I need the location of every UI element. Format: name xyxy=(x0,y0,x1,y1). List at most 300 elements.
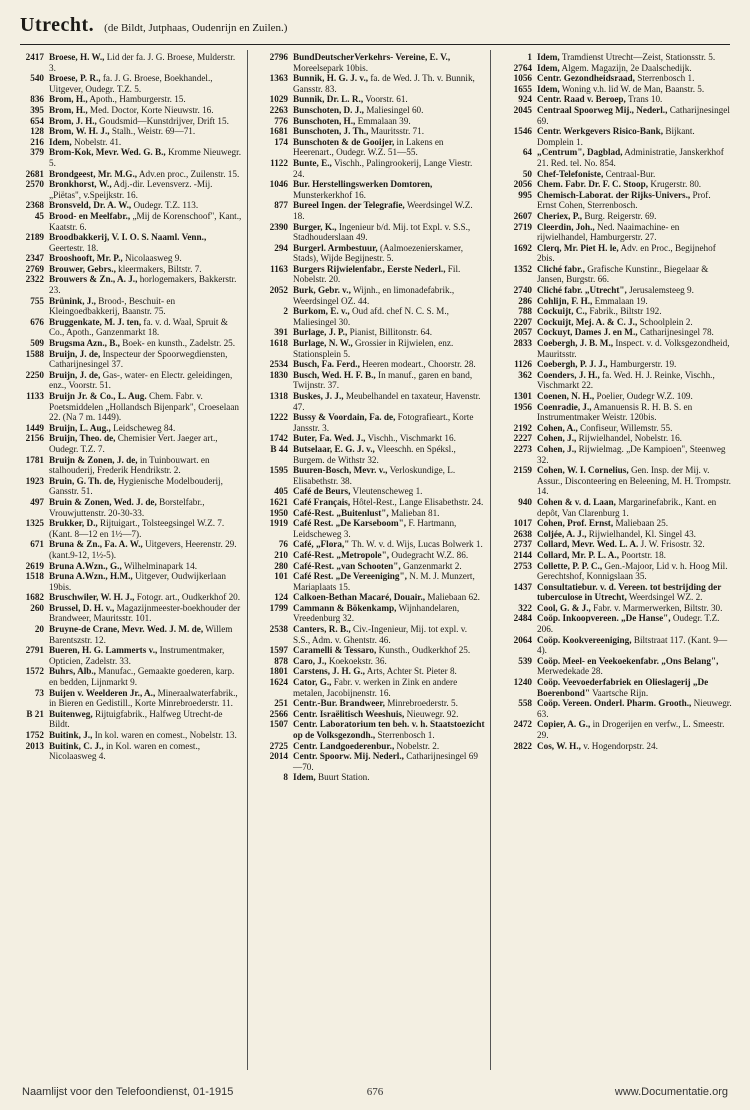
directory-entry xyxy=(250,486,486,497)
phone-number: 2045 xyxy=(513,104,532,115)
subscriber-details: Inspecteur der Spoorwegdiensten, Catharijnesingel 37. xyxy=(49,348,228,370)
phone-number: 788 xyxy=(518,306,532,317)
phone-number: 877 xyxy=(274,200,288,211)
entry-text xyxy=(49,73,242,94)
entry-text xyxy=(293,433,486,444)
subscriber-name: Calkoen-Bethan Macaré, Douair., xyxy=(293,592,426,603)
directory-entry xyxy=(250,561,486,572)
phone-number: 2250 xyxy=(25,369,44,380)
phone-number: 2189 xyxy=(25,232,44,243)
phone-number: 2417 xyxy=(25,52,44,62)
subscriber-name: Idem, xyxy=(49,136,72,147)
subscriber-details: Emmalaan 19. xyxy=(592,295,648,306)
directory-entry xyxy=(6,539,242,560)
subscriber-details: Uitgevers, Heerenstr. 29. (kant.9-12, 1½-5). xyxy=(49,539,237,560)
directory-entry xyxy=(494,105,732,126)
directory-entry xyxy=(494,444,732,465)
directory-entry xyxy=(6,741,242,762)
entry-text xyxy=(293,571,486,592)
entry-text xyxy=(293,179,486,200)
subscriber-name: Café Rest. „De Karseboom", xyxy=(293,518,407,529)
directory-entry xyxy=(494,211,732,222)
subscriber-details: Hôtel-Rest., Lange Elisabethstr. 24. xyxy=(350,496,484,507)
directory-entry xyxy=(494,635,732,656)
subscriber-details: Tramdienst Utrecht—Zeist, Stationsstr. 5. xyxy=(559,52,716,62)
subscriber-name: Broese, P. R., xyxy=(49,73,101,84)
directory-entry xyxy=(494,63,732,74)
entry-text xyxy=(293,222,486,243)
entry-text xyxy=(293,105,486,116)
subscriber-name: Cockuijt, C., xyxy=(537,306,588,317)
subscriber-name: Brussel, D. H. v., xyxy=(49,602,115,613)
entry-text xyxy=(537,306,732,317)
directory-entry xyxy=(250,645,486,656)
phone-number: 1163 xyxy=(270,263,288,274)
subscriber-name: Cockuijt, Mej. A. & C. J., xyxy=(537,316,638,327)
entry-text xyxy=(49,709,242,730)
subscriber-name: Idem, xyxy=(537,83,560,94)
entry-text xyxy=(49,730,242,741)
subscriber-details: Oudegracht W.Z. 86. xyxy=(389,549,469,560)
subscriber-details: Boek- en kunsth., Zadelstr. 25. xyxy=(119,338,236,349)
entry-text xyxy=(293,338,486,359)
directory-entry xyxy=(6,338,242,349)
directory-entry xyxy=(250,666,486,677)
footer-website: www.Documentatie.org xyxy=(614,1086,728,1098)
directory-column-2 xyxy=(250,52,486,1062)
phone-number: 216 xyxy=(30,136,44,147)
phone-number: 2347 xyxy=(25,253,44,264)
entry-text xyxy=(293,116,486,127)
entry-text xyxy=(49,169,242,180)
subscriber-name: Brom-Kok, Mevr. Wed. G. B., xyxy=(49,147,166,158)
subscriber-details: Oudegr. T.Z. 206. xyxy=(537,613,720,635)
subscriber-name: Burger, K., xyxy=(293,221,337,232)
subscriber-name: Bueren, H. G. Lammerts v., xyxy=(49,645,158,656)
directory-entry xyxy=(494,285,732,296)
entry-text xyxy=(49,317,242,338)
subscriber-details: Adv. en Proc., Begijnehof 2bis. xyxy=(537,242,716,264)
page-footer xyxy=(0,1086,750,1102)
phone-number: 2822 xyxy=(513,740,532,751)
subscriber-details: Inspect. v. d. Volksgezondheid, Mauritsstr. xyxy=(537,338,730,359)
subscriber-details: Nieuwegr. 63. xyxy=(537,698,732,719)
subscriber-name: Brooshooft, Mr. P., xyxy=(49,253,123,264)
subscriber-name: Centr. Raad v. Beroep, xyxy=(537,94,626,105)
directory-entry xyxy=(494,243,732,264)
phone-number: 2725 xyxy=(269,740,288,751)
subscriber-details: Confiseur, Willemstr. 55. xyxy=(577,422,673,433)
phone-number: 1572 xyxy=(25,666,44,677)
directory-entry xyxy=(6,73,242,94)
entry-text xyxy=(49,200,242,211)
directory-entry xyxy=(494,338,732,359)
subscriber-name: Coöp. Inkoopvereen. „De Hanse", xyxy=(537,613,671,624)
directory-entry xyxy=(494,94,732,105)
entry-text xyxy=(293,719,486,740)
entry-text xyxy=(49,592,242,603)
subscriber-details: Ganzenmarkt 2. xyxy=(400,560,462,571)
phone-number: 2570 xyxy=(25,179,44,190)
subscriber-details: Lid der fa. J. G. Broese, Mulderstr. 3. xyxy=(49,52,236,73)
subscriber-name: Café-Rest. „Metropole", xyxy=(293,549,390,560)
subscriber-name: Bunnik, Dr. L. R., xyxy=(293,94,364,105)
phone-number: 1352 xyxy=(513,263,532,274)
entry-text xyxy=(49,518,242,539)
subscriber-details: in Kol. waren en comest., Nicolaasweg 4. xyxy=(49,740,201,762)
phone-number: 391 xyxy=(274,327,288,338)
directory-entry xyxy=(494,359,732,370)
phone-number: 128 xyxy=(30,126,44,137)
subscriber-details: v. Hogendorpstr. 24. xyxy=(580,740,658,751)
phone-number: 924 xyxy=(518,94,532,105)
entry-text xyxy=(49,370,242,391)
subscriber-name: Cohen, J., xyxy=(537,443,577,454)
subscriber-details: Grafische Kunstinr., Biegelaar & Jansen, Burgstr. 66. xyxy=(537,263,709,285)
subscriber-name: Centr.-Bur. Brandweer, xyxy=(293,698,385,709)
entry-text xyxy=(293,656,486,667)
phone-number: 1950 xyxy=(269,507,288,518)
subscriber-name: Cator, G., xyxy=(293,677,332,688)
directory-entry xyxy=(6,666,242,687)
phone-number: 251 xyxy=(274,698,288,709)
phone-number: 1056 xyxy=(513,73,532,84)
entry-text xyxy=(293,550,486,561)
subscriber-name: Bunschoten & de Gooijer, xyxy=(293,136,395,147)
phone-number: 2064 xyxy=(513,634,532,645)
directory-entry xyxy=(250,126,486,137)
subscriber-details: Biltstraat 117. (Kant. 9—4). xyxy=(537,634,728,656)
subscriber-details: Gen.-Majoor, Lid v. h. Hoog Mil. Gerechtshof, Konnigslaan 35. xyxy=(537,560,728,582)
subscriber-details: Heeren modeart., Choorstr. 28. xyxy=(359,359,476,370)
subscriber-name: Cohen, W. I. Cornelius, xyxy=(537,465,629,476)
phone-number: 755 xyxy=(30,295,44,306)
phone-number: 50 xyxy=(522,168,532,179)
phone-number: 2753 xyxy=(513,560,532,571)
entry-text xyxy=(49,126,242,137)
phone-number: 1655 xyxy=(513,83,532,94)
subscriber-details: Rijwielmag. „De Kampioen", Steenweg 32. xyxy=(537,443,726,465)
phone-number: 836 xyxy=(30,94,44,105)
entry-text xyxy=(293,370,486,391)
phone-number: 1518 xyxy=(25,571,44,582)
subscriber-details: Borstelfabr., Vrouwjuttenstr. 20-30-33. xyxy=(49,496,205,518)
subscriber-details: Administratie, Janskerkhof 21. Red. tel. No. 854. xyxy=(537,147,724,168)
phone-number: 1681 xyxy=(269,126,288,137)
directory-entry xyxy=(6,179,242,200)
subscriber-details: Apoth., Hamburgerstr. 15. xyxy=(87,94,186,105)
subscriber-details: Nobelstr. 2. xyxy=(394,740,440,751)
phone-number: 2607 xyxy=(513,210,532,221)
phone-number: 2534 xyxy=(269,359,288,370)
directory-entry xyxy=(250,52,486,73)
column-divider xyxy=(490,50,491,1070)
entry-text xyxy=(537,497,732,518)
entry-text xyxy=(537,296,732,307)
directory-entry xyxy=(6,603,242,624)
entry-text xyxy=(293,137,486,158)
phone-number: 1621 xyxy=(269,496,288,507)
subscriber-details: Uitgever, Oudwijkerlaan 19bis. xyxy=(49,571,226,592)
subscriber-details: Buurt Station. xyxy=(315,772,370,783)
subscriber-name: Caro, J., xyxy=(293,655,327,666)
entry-text xyxy=(537,391,732,402)
entry-text xyxy=(49,147,242,168)
subscriber-name: Cohen, Prof. Ernst, xyxy=(537,518,614,529)
entry-text xyxy=(537,317,732,328)
entry-text xyxy=(537,264,732,285)
phone-number: 2566 xyxy=(269,708,288,719)
phone-number: 1122 xyxy=(270,157,288,168)
phone-number: 286 xyxy=(518,295,532,306)
entry-text xyxy=(537,444,732,465)
directory-entry xyxy=(250,243,486,264)
phone-number: 20 xyxy=(34,624,44,635)
subscriber-details: Nieuwegr. 92. xyxy=(404,708,459,719)
entry-text xyxy=(293,561,486,572)
subscriber-name: Coenradie, J., xyxy=(537,401,592,412)
subscriber-details: Weerdsingel W.Z. 18. xyxy=(293,200,473,221)
subscriber-name: Buitink, J., xyxy=(49,730,93,740)
subscriber-name: Burgers Rijwielenfabr., Eerste Nederl., xyxy=(293,263,446,274)
entry-text xyxy=(293,624,486,645)
phone-number: 2833 xyxy=(513,338,532,349)
entry-text xyxy=(49,338,242,349)
entry-text xyxy=(537,677,732,698)
subscriber-name: Caramelli & Tessaro, xyxy=(293,645,377,656)
entry-text xyxy=(49,433,242,454)
subscriber-name: Buhrs, Alb., xyxy=(49,666,96,677)
subscriber-details: Civ.-Ingenieur, Mij. tot expl. v. S.S., Adm. v. Ghentstr. 46. xyxy=(293,624,468,645)
phone-number: 1830 xyxy=(269,369,288,380)
directory-entry xyxy=(250,94,486,105)
directory-entry xyxy=(250,497,486,508)
entry-text xyxy=(49,561,242,572)
subscriber-details: Burg. Reigerstr. 69. xyxy=(582,210,657,221)
directory-entry xyxy=(494,582,732,603)
phone-number: 1742 xyxy=(269,433,288,444)
subscriber-details: Trans 10. xyxy=(625,94,663,105)
subscriber-details: Sterrenbosch 1. xyxy=(634,73,695,84)
phone-number: 2484 xyxy=(513,613,532,624)
subscriber-details: Leidscheweg 84. xyxy=(110,422,176,433)
subscriber-details: Prof. Ernst Cohen, Sterrenbosch. xyxy=(537,189,711,211)
subscriber-name: Centraal Spoorweg Mij., Nederl., xyxy=(537,104,668,115)
subscriber-details: Arts, Achter St. Pieter 8. xyxy=(364,666,457,677)
entry-text xyxy=(537,84,732,95)
subscriber-name: Bruyne-de Crane, Mevr. Wed. J. M. de, xyxy=(49,624,204,635)
subscriber-name: Coebergh, J. B. M., xyxy=(537,338,614,349)
subscriber-name: Brugsma Azn., B., xyxy=(49,338,120,349)
entry-text xyxy=(293,518,486,539)
directory-entry xyxy=(494,317,732,328)
directory-entry xyxy=(6,94,242,105)
phone-number: 260 xyxy=(30,602,44,613)
phone-number: 73 xyxy=(34,687,44,698)
entry-text xyxy=(293,741,486,752)
subscriber-details: F. Hartmann, Leidscheweg 3. xyxy=(293,518,457,539)
directory-entry xyxy=(494,561,732,582)
subscriber-name: Bruijn, L. Aug., xyxy=(49,422,111,433)
subscriber-details: Brood-, Beschuit- en Kleingoedbakkerij, Baanstr. 75. xyxy=(49,295,176,317)
directory-entry xyxy=(6,497,242,518)
entry-text xyxy=(49,539,242,560)
phone-number: 362 xyxy=(518,369,532,380)
entry-text xyxy=(49,624,242,645)
phone-number: 8 xyxy=(283,772,288,783)
subscriber-name: Centr. Landgoederenbur., xyxy=(293,740,395,751)
entry-text xyxy=(293,698,486,709)
subscriber-details: Vaartsche Rijn. xyxy=(589,687,649,698)
phone-number: 101 xyxy=(274,571,288,582)
directory-entry xyxy=(6,571,242,592)
page-number: 676 xyxy=(366,1086,384,1098)
phone-number: 654 xyxy=(30,115,44,126)
subscriber-name: Brouwers & Zn., A. J., xyxy=(49,274,138,285)
entry-text xyxy=(537,635,732,656)
subscriber-name: Coljée, A. J., xyxy=(537,528,587,539)
subscriber-details: Margarinefabrik., Kant. en depôt, Van Clarenburg 1. xyxy=(537,496,717,518)
subscriber-details: in Lakens en Heerenart., Oudegr. W.Z. 51—55. xyxy=(293,136,444,158)
directory-entry xyxy=(250,338,486,359)
phone-number: 2207 xyxy=(513,316,532,327)
entry-text xyxy=(293,645,486,656)
directory-entry xyxy=(6,52,242,73)
subscriber-name: Bruijn, J. de, xyxy=(49,348,101,359)
directory-entry xyxy=(494,539,732,550)
entry-text xyxy=(537,94,732,105)
subscriber-details: Hamburgerstr. 19. xyxy=(607,359,677,370)
phone-number: 1017 xyxy=(513,518,532,529)
subscriber-name: Centr. Laboratorium ten beh. v. h. Staatstoezicht op de Volksgezondh., xyxy=(293,719,485,740)
subscriber-details: J. W. Frisostr. 32. xyxy=(638,539,705,550)
subscriber-name: Cool, G. & J., xyxy=(537,602,591,613)
subscriber-details: Oud afd. chef N. C. S. M., Maliesingel 30. xyxy=(293,306,449,327)
entry-text xyxy=(49,476,242,497)
directory-entry xyxy=(250,719,486,740)
subscriber-name: Café Rest. „De Vereeniging", xyxy=(293,571,407,582)
subscriber-details: Fotografieart., Korte Jansstr. 3. xyxy=(293,412,474,433)
entry-text xyxy=(293,327,486,338)
directory-entry xyxy=(494,719,732,740)
subscriber-name: Carstens, J. H. G., xyxy=(293,666,365,677)
subscriber-details: Weerdsingel WZ. 2. xyxy=(626,592,703,603)
phone-number: 2740 xyxy=(513,285,532,296)
directory-entry xyxy=(250,677,486,698)
directory-entry xyxy=(250,550,486,561)
subscriber-name: Brom, W. H. J., xyxy=(49,126,110,137)
phone-number: B 44 xyxy=(270,443,288,454)
subscriber-details: Fabr. v. werken in Zink en andere metalen, Jacobijnenstr. 16. xyxy=(293,677,458,698)
directory-entry xyxy=(494,370,732,391)
subscriber-details: Poelier, Oudegr W.Z. 109. xyxy=(594,391,693,401)
directory-entry xyxy=(494,306,732,317)
directory-entry xyxy=(6,296,242,317)
entry-text xyxy=(293,603,486,624)
subscriber-details: Catharijnesingel 69. xyxy=(537,104,730,126)
directory-entry xyxy=(250,709,486,720)
directory-entry xyxy=(6,169,242,180)
directory-entry xyxy=(6,688,242,709)
entry-text xyxy=(537,529,732,540)
subscriber-details: Maliebaan 25. xyxy=(613,518,668,529)
subscriber-name: Bur. Herstellingswerken Domtoren, xyxy=(293,179,433,190)
subscriber-name: Cheriex, P., xyxy=(537,210,583,221)
subscriber-details: Pianist, Billitonstr. 64. xyxy=(347,327,433,338)
subscriber-details: Algem. Magazijn, 2e Daalschedijk. xyxy=(559,62,692,73)
column-divider xyxy=(247,50,248,1070)
phone-number: 2 xyxy=(283,306,288,317)
subscriber-name: Café-Rest. „van Schooten", xyxy=(293,560,401,571)
subscriber-details: Ingenieur b/d. Mij. tot Expl. v. S.S., Stadhouderslaan 49. xyxy=(293,221,471,243)
phone-number: 2052 xyxy=(269,285,288,296)
subscriber-name: Buuren-Bosch, Mevr. v., xyxy=(293,465,388,476)
subscriber-name: Burgerl. Armbestuur, xyxy=(293,242,378,253)
phone-number: 1781 xyxy=(25,454,44,465)
subscriber-name: Chef-Telefoniste, xyxy=(537,168,604,179)
subscriber-details: In manuf., garen en band, Twijnstr. 37. xyxy=(293,369,473,391)
subscriber-name: Broodbakkerij, V. I. O. S. Naaml. Venn., xyxy=(49,232,207,243)
subscriber-name: Brukker, D., xyxy=(49,518,98,529)
subscriber-details: fa. Wed. H. J. Reinke, Vischh., Vischmarkt 22. xyxy=(537,369,715,391)
phone-number: 1919 xyxy=(269,518,288,529)
directory-entry xyxy=(6,433,242,454)
city-heading: Utrecht. xyxy=(20,14,95,36)
entry-text xyxy=(293,306,486,327)
directory-entry xyxy=(250,751,486,772)
entry-text xyxy=(49,349,242,370)
subscriber-details: Gen. Insp. der Mij. v. Assur., Disconteering en Beleening, M. H. Trompstr. 14. xyxy=(537,465,731,497)
entry-text xyxy=(293,243,486,264)
phone-number: 280 xyxy=(274,560,288,571)
subscriber-name: Brondgeest, Mr. M.G., xyxy=(49,168,138,179)
directory-entry xyxy=(494,296,732,307)
subscriber-name: Bronkhorst, W., xyxy=(49,179,112,190)
subscriber-name: Bruijn, J. de, xyxy=(49,369,101,380)
subscriber-details: Vleeschh. en Spéksl., Burgem. de Withstr 32. xyxy=(293,443,456,465)
directory-entry xyxy=(494,222,732,243)
subscriber-name: Brom, J. H., xyxy=(49,115,97,126)
entry-text xyxy=(537,741,732,752)
entry-text xyxy=(537,52,732,63)
subscriber-name: Centr. Werkgevers Risico-Bank, xyxy=(537,126,664,137)
subscriber-name: Bussy & Voordain, Fa. de, xyxy=(293,412,396,423)
phone-number: 2056 xyxy=(513,179,532,190)
subscriber-details: Catharijnesingel 69—70. xyxy=(293,751,478,772)
directory-entry xyxy=(6,137,242,148)
phone-number: 1126 xyxy=(514,359,532,370)
phone-number: 671 xyxy=(30,539,44,550)
directory-entry xyxy=(250,285,486,306)
directory-entry xyxy=(250,391,486,412)
entry-text xyxy=(49,455,242,476)
directory-entry xyxy=(250,772,486,783)
phone-number: 2719 xyxy=(513,221,532,232)
entry-text xyxy=(537,105,732,126)
entry-text xyxy=(49,603,242,624)
subscriber-details: Willem Barentszstr. 12. xyxy=(49,624,233,645)
subscriber-name: Coöp. Veevoederfabriek en Olieslagerij „De Boerenbond" xyxy=(537,677,709,698)
entry-text xyxy=(537,433,732,444)
phone-number: 1546 xyxy=(513,126,532,137)
phone-number: 1363 xyxy=(269,73,288,84)
phone-number: 2538 xyxy=(269,624,288,635)
entry-text xyxy=(293,508,486,519)
entry-text xyxy=(537,190,732,211)
subscriber-name: Cohen & v. d. Laan, xyxy=(537,496,616,507)
directory-entry xyxy=(494,52,732,63)
directory-entry xyxy=(6,730,242,741)
